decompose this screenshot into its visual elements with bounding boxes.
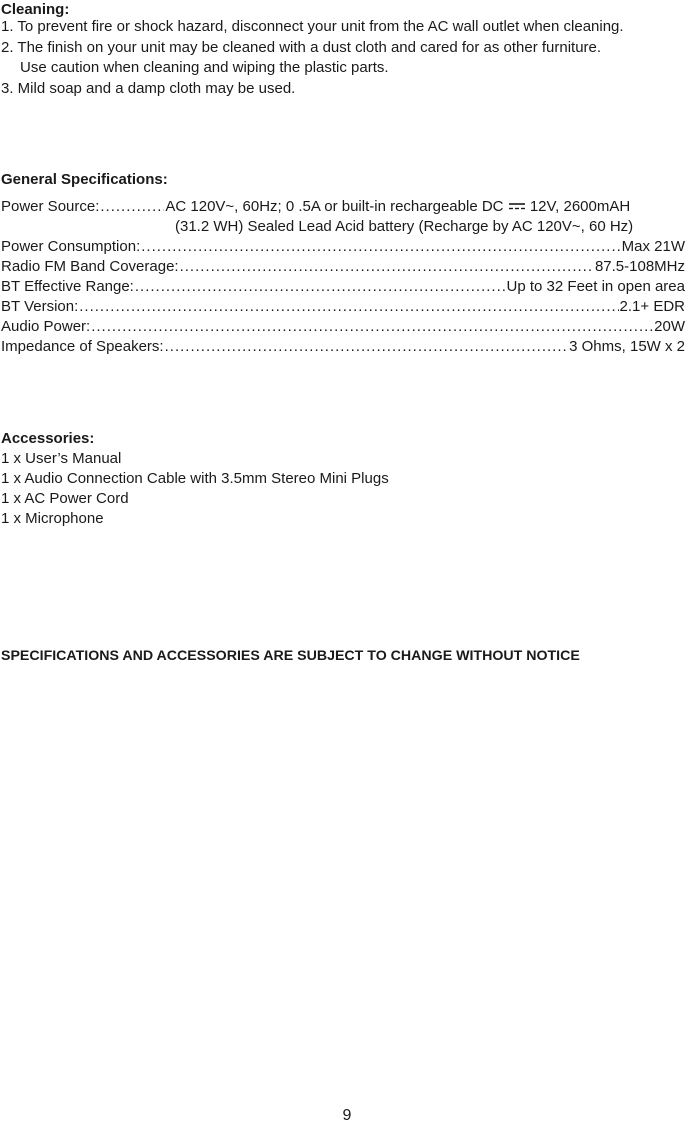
spec-label: Impedance of Speakers: — [1, 338, 164, 355]
power-source-line-2: (31.2 WH) Sealed Lead Acid battery (Recharge by AC 120V~, 60 Hz) — [175, 218, 634, 235]
accessory-item: 1 x Audio Connection Cable with 3.5mm Stereo Mini Plugs — [1, 470, 389, 487]
spec-row-audio-power — [1, 317, 685, 337]
spec-value-part: AC 120V~, 60Hz; 0 .5A or built-in rechargeable DC — [165, 198, 504, 215]
cleaning-item-3: 3. Mild soap and a damp cloth may be used. — [1, 80, 296, 97]
accessory-item: 1 x Microphone — [1, 510, 104, 527]
cleaning-item-1: 1. To prevent fire or shock hazard, disconnect your unit from the AC wall outlet when cleaning. — [1, 18, 624, 35]
cleaning-item-2: 2. The finish on your unit may be cleaned with a dust cloth and cared for as other furniture. — [1, 39, 602, 56]
dot-leader — [141, 237, 620, 257]
dot-leader — [91, 317, 653, 337]
dot-leader — [135, 277, 506, 297]
spec-value: Max 21W — [621, 238, 685, 255]
spec-value: 3 Ohms, 15W x 2 — [569, 338, 685, 355]
change-notice: SPECIFICATIONS AND ACCESSORIES ARE SUBJECT TO CHANGE WITHOUT NOTICE — [1, 648, 580, 664]
page-number: 9 — [342, 1107, 352, 1124]
dot-leader — [180, 257, 594, 277]
dot-leader — [79, 297, 618, 317]
spec-label: Radio FM Band Coverage: — [1, 258, 179, 275]
spec-row-bt-version — [1, 297, 685, 317]
spec-value-part: 12V, 2600mAH — [529, 198, 631, 215]
spec-row-bt-range — [1, 277, 685, 297]
dot-leader — [165, 337, 569, 357]
cleaning-heading: Cleaning: — [1, 1, 70, 18]
accessories-heading: Accessories: — [1, 430, 95, 447]
accessory-item: 1 x User’s Manual — [1, 450, 122, 467]
spec-value: 2.1+ EDR — [619, 298, 685, 315]
accessory-item: 1 x AC Power Cord — [1, 490, 129, 507]
spec-row-power-consumption — [1, 237, 685, 257]
spec-row-power-source — [1, 197, 685, 217]
spec-row-fm-band — [1, 257, 685, 277]
spec-label: BT Version: — [1, 298, 79, 315]
spec-value: 87.5-108MHz — [594, 258, 685, 275]
dc-current-symbol-icon — [509, 202, 525, 210]
spec-value: Up to 32 Feet in open area — [506, 278, 685, 295]
specifications-heading: General Specifications: — [1, 171, 168, 188]
spec-label: Power Consumption: — [1, 238, 141, 255]
spec-label: Power Source: — [1, 198, 100, 215]
spec-label: BT Effective Range: — [1, 278, 134, 295]
spec-value — [165, 197, 630, 217]
spec-row-impedance — [1, 337, 685, 357]
dot-leader — [100, 197, 164, 217]
spec-label: Audio Power: — [1, 318, 91, 335]
cleaning-item-2-continued: Use caution when cleaning and wiping the plastic parts. — [20, 59, 389, 76]
spec-value: 20W — [654, 318, 685, 335]
